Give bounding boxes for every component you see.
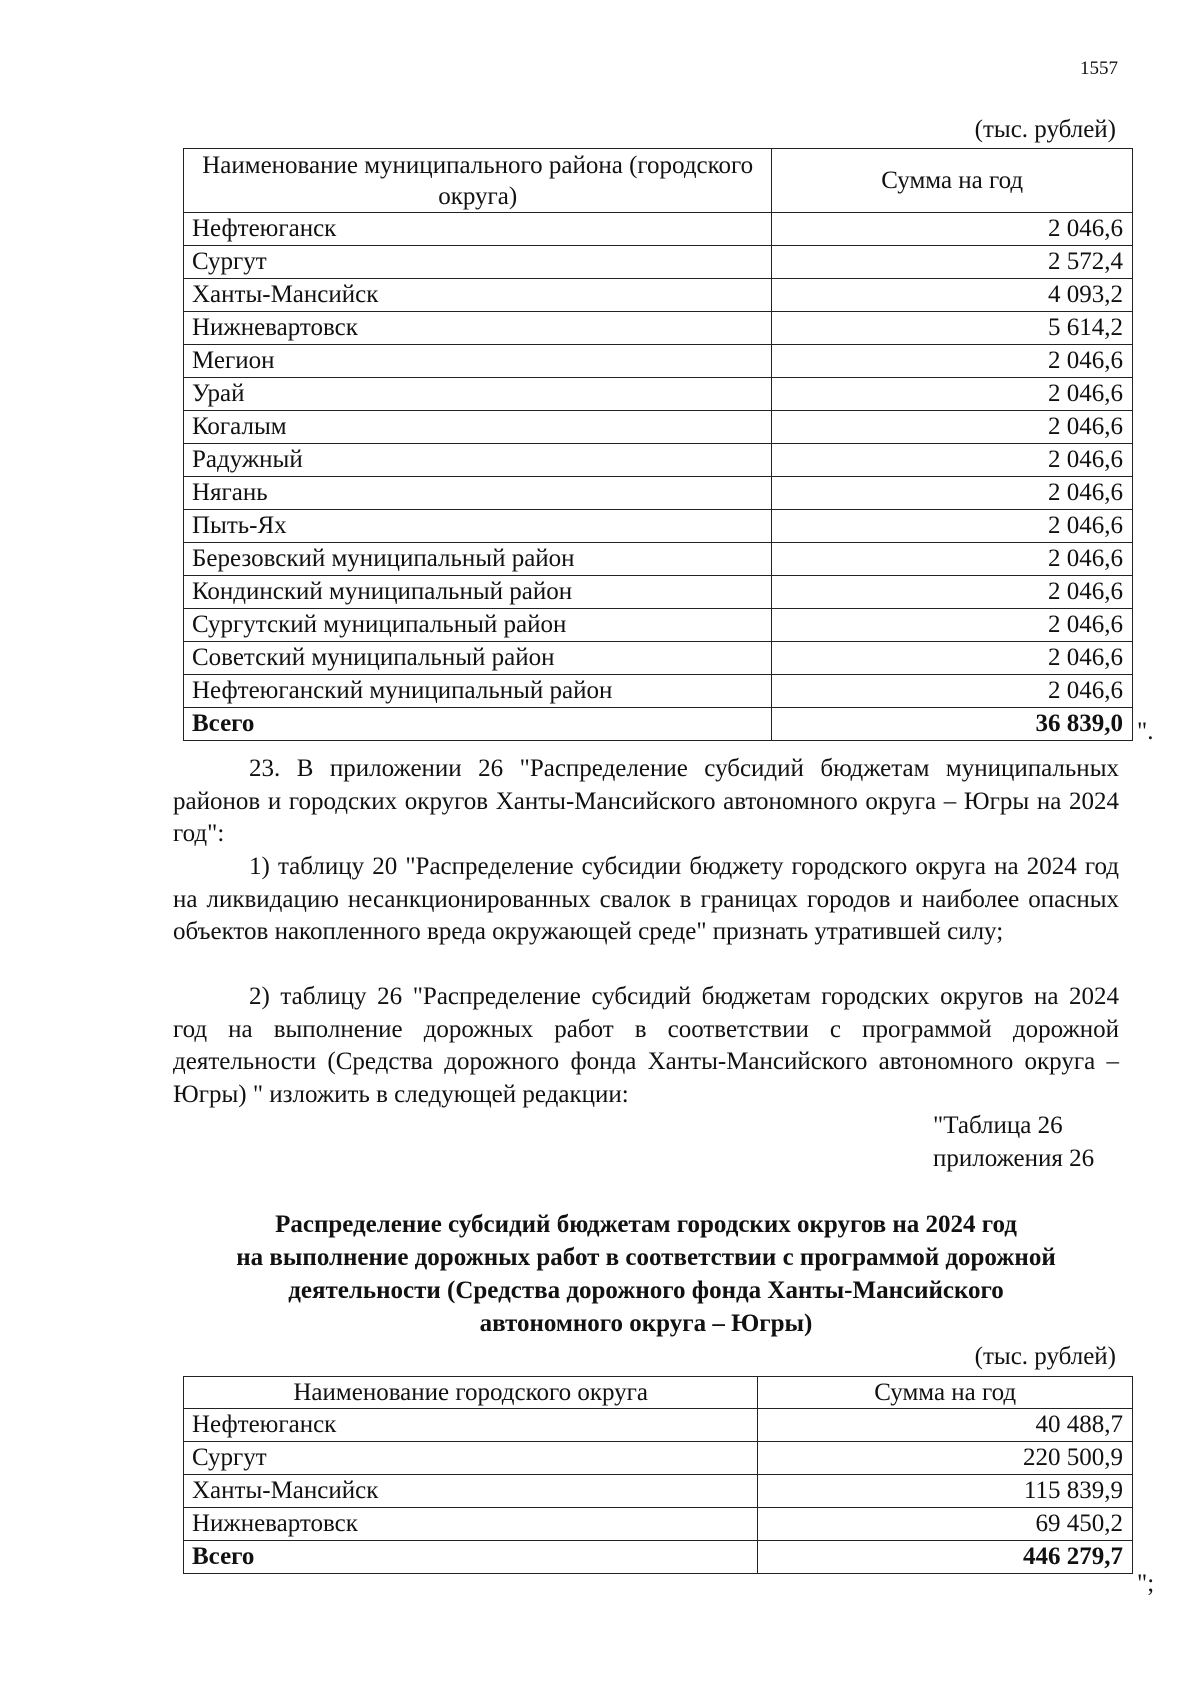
row-value: 2 046,6 xyxy=(772,345,1133,378)
table-row xyxy=(184,345,1133,378)
table-row xyxy=(184,642,1133,675)
table2-road-subsidies xyxy=(183,1376,1133,1574)
table2-heading xyxy=(173,1208,1119,1340)
table-row xyxy=(184,1409,1133,1442)
row-value: 5 614,2 xyxy=(772,312,1133,345)
total-label: Всего xyxy=(184,708,772,741)
row-name: Сургут xyxy=(184,246,772,279)
table-caption-line1: "Таблица 26 xyxy=(933,1112,1063,1139)
row-name: Нягань xyxy=(184,477,772,510)
row-value: 2 046,6 xyxy=(772,213,1133,246)
row-name: Советский муниципальный район xyxy=(184,642,772,675)
paragraph-23: 23. В приложении 26 "Распределение субсидий бюджетам муниципальных районов и городских округов Ханты-Мансийского автономного округа – Югры на 2024 год": xyxy=(173,755,1119,847)
table1-units-label: (тыс. рублей) xyxy=(974,116,1116,143)
row-value: 2 046,6 xyxy=(772,675,1133,708)
table-row xyxy=(184,378,1133,411)
table2-units-label: (тыс. рублей) xyxy=(974,1343,1116,1370)
row-value: 115 839,9 xyxy=(758,1475,1133,1508)
row-value: 2 046,6 xyxy=(772,543,1133,576)
table-row xyxy=(184,213,1133,246)
row-value: 2 046,6 xyxy=(772,642,1133,675)
table-row xyxy=(184,1475,1133,1508)
row-name: Сургутский муниципальный район xyxy=(184,609,772,642)
row-value: 2 046,6 xyxy=(772,378,1133,411)
row-name: Нефтеюганск xyxy=(184,213,772,246)
table2-header-name: Наименование городского округа xyxy=(184,1377,758,1409)
table1-header-name: Наименование муниципального района (городского округа) xyxy=(184,149,772,213)
table-row xyxy=(184,444,1133,477)
table2-total-row xyxy=(184,1541,1133,1574)
row-name: Ханты-Мансийск xyxy=(184,1475,758,1508)
table-row xyxy=(184,675,1133,708)
table-row xyxy=(184,312,1133,345)
row-value: 2 046,6 xyxy=(772,609,1133,642)
total-value: 36 839,0 xyxy=(772,708,1133,741)
row-value: 40 488,7 xyxy=(758,1409,1133,1442)
table-row xyxy=(184,510,1133,543)
table1-closing-quote: ". xyxy=(1137,718,1154,745)
row-name: Нефтеюганск xyxy=(184,1409,758,1442)
heading-line: деятельности (Средства дорожного фонда Ханты-Мансийского xyxy=(288,1277,1004,1304)
row-name: Нижневартовск xyxy=(184,312,772,345)
row-value: 2 046,6 xyxy=(772,411,1133,444)
row-value: 2 046,6 xyxy=(772,510,1133,543)
table-row xyxy=(184,477,1133,510)
table-row xyxy=(184,576,1133,609)
table2-header-sum: Сумма на год xyxy=(758,1377,1133,1409)
table-row xyxy=(184,609,1133,642)
table1-total-row xyxy=(184,708,1133,741)
table-row xyxy=(184,543,1133,576)
row-value: 2 046,6 xyxy=(772,477,1133,510)
row-name: Нефтеюганский муниципальный район xyxy=(184,675,772,708)
row-value: 2 046,6 xyxy=(772,576,1133,609)
row-name: Кондинский муниципальный район xyxy=(184,576,772,609)
row-value: 69 450,2 xyxy=(758,1508,1133,1541)
row-value: 2 046,6 xyxy=(772,444,1133,477)
row-name: Нижневартовск xyxy=(184,1508,758,1541)
row-value: 220 500,9 xyxy=(758,1442,1133,1475)
row-name: Сургут xyxy=(184,1442,758,1475)
heading-line: на выполнение дорожных работ в соответствии с программой дорожной xyxy=(236,1244,1056,1271)
row-name: Березовский муниципальный район xyxy=(184,543,772,576)
row-value: 2 572,4 xyxy=(772,246,1133,279)
row-value: 4 093,2 xyxy=(772,279,1133,312)
heading-line: Распределение субсидий бюджетам городских округов на 2024 год xyxy=(275,1211,1017,1238)
row-name: Урай xyxy=(184,378,772,411)
table1-municipal-subsidies xyxy=(183,148,1133,741)
table-row xyxy=(184,1508,1133,1541)
row-name: Радужный xyxy=(184,444,772,477)
table-row xyxy=(184,411,1133,444)
row-name: Когалым xyxy=(184,411,772,444)
row-name: Мегион xyxy=(184,345,772,378)
row-name: Пыть-Ях xyxy=(184,510,772,543)
total-label: Всего xyxy=(184,1541,758,1574)
total-value: 446 279,7 xyxy=(758,1541,1133,1574)
paragraph-item-2: 2) таблицу 26 "Распределение субсидий бюджетам городских округов на 2024 год на выполнение дорожных работ в соответствии с программой дорожной деятельности (Средства дорожного фонда Ханты-Мансийского автономного округа – Югры) " изложить в следующей редакции: xyxy=(173,983,1119,1108)
heading-line: автономного округа – Югры) xyxy=(479,1310,813,1337)
paragraph-item-1: 1) таблицу 20 "Распределение субсидии бюджету городского округа на 2024 год на ликвидацию несанкционированных свалок в границах городов и наиболее опасных объектов накопленного вреда окружающей среде" признать утратившей силу; xyxy=(173,853,1119,945)
table-row xyxy=(184,279,1133,312)
row-name: Ханты-Мансийск xyxy=(184,279,772,312)
table1-header-row xyxy=(184,149,1133,213)
table-caption-line2: приложения 26 xyxy=(933,1145,1095,1172)
table2-closing-quote: "; xyxy=(1137,1570,1155,1597)
page-number: 1557 xyxy=(1080,58,1118,79)
table-row xyxy=(184,1442,1133,1475)
table1-header-sum: Сумма на год xyxy=(772,149,1133,213)
table-row xyxy=(184,246,1133,279)
table2-header-row xyxy=(184,1377,1133,1409)
